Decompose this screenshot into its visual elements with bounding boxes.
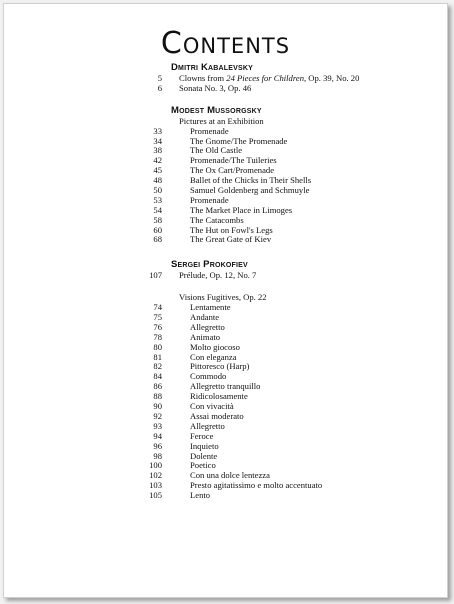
entry-title: The Hut on Fowl's Legs [190, 224, 273, 235]
page-number: 78 [153, 331, 162, 342]
page-number: 50 [153, 185, 162, 196]
toc-entry [4, 481, 447, 491]
page-number: 53 [153, 194, 162, 205]
page-number: 6 [157, 82, 162, 93]
page-number: 54 [153, 204, 162, 215]
movement-list [4, 127, 447, 246]
entry-title: The Old Castle [190, 145, 243, 156]
entry-title: Prélude, Op. 12, No. 7 [179, 270, 257, 281]
page-number: 45 [153, 165, 162, 176]
page-number: 102 [149, 470, 162, 481]
entry-title: Promenade/The Tuileries [190, 155, 277, 166]
toc-entry [4, 84, 447, 94]
entry-title: Andante [190, 312, 220, 323]
entry-title: Presto agitatissimo e molto accentuato [190, 480, 323, 491]
page-number: 92 [153, 410, 162, 421]
toc-entry [4, 432, 447, 442]
page-number: 42 [153, 155, 162, 166]
work-title: Pictures at an Exhibition [179, 115, 264, 126]
entry-title: Promenade [190, 194, 229, 205]
page-number: 103 [149, 480, 162, 491]
page-number: 38 [153, 145, 162, 156]
page-number: 81 [153, 351, 162, 362]
entry-title: Lento [190, 490, 211, 501]
page-number: 84 [153, 371, 162, 382]
entry-title: Ridicolosamente [190, 391, 248, 402]
toc-entry [4, 323, 447, 333]
entry-title: Poetico [190, 460, 216, 471]
composer-heading: Dmitri Kabalevsky [171, 62, 253, 73]
page-number: 105 [149, 490, 162, 501]
document-page [3, 3, 448, 598]
toc-entry [4, 422, 447, 432]
composer-heading: Sergei Prokofiev [171, 259, 248, 271]
page-number: 68 [153, 234, 162, 245]
page-number: 93 [153, 420, 162, 431]
page-number: 100 [149, 460, 162, 471]
toc-entry [4, 271, 447, 281]
page-number: 48 [153, 175, 162, 186]
toc-entry [4, 313, 447, 323]
entry-title: Con eleganza [190, 351, 237, 362]
toc-entry [4, 452, 447, 462]
page-number: 75 [153, 312, 162, 323]
composer-heading: Modest Mussorgsky [171, 104, 262, 116]
entry-title: The Ox Cart/Promenade [190, 165, 275, 176]
entry-title: Pittoresco (Harp) [190, 361, 250, 372]
page-number: 58 [153, 214, 162, 225]
entry-title: Samuel Goldenberg and Schmuyle [190, 185, 310, 196]
entry-title: Ballet of the Chicks in Their Shells [190, 175, 312, 186]
entry-title: Feroce [190, 430, 214, 441]
page-number: 98 [153, 450, 162, 461]
entry-title: Sonata No. 3, Op. 46 [179, 82, 252, 93]
entry-title: The Great Gate of Kiev [190, 234, 272, 245]
entry-title: Assai moderato [190, 410, 244, 421]
page-number: 90 [153, 401, 162, 412]
table-of-contents [4, 62, 447, 501]
entry-title: Allegretto [190, 321, 225, 332]
entry-title: Promenade [190, 125, 229, 136]
toc-entry [4, 491, 447, 501]
entry-title: Molto giocoso [190, 341, 240, 352]
toc-entry [4, 412, 447, 422]
entry-title: Dolente [190, 450, 218, 461]
toc-entry [4, 303, 447, 313]
toc-entry [4, 442, 447, 452]
entry-title: Allegretto [190, 420, 225, 431]
entry-title: Con vivacità [190, 401, 234, 412]
work-title: Visions Fugitives, Op. 22 [179, 292, 267, 303]
page-number: 88 [153, 391, 162, 402]
page-number: 86 [153, 381, 162, 392]
entry-title: Inquieto [190, 440, 219, 451]
page-number: 96 [153, 440, 162, 451]
page-number: 60 [153, 224, 162, 235]
page-number: 76 [153, 321, 162, 332]
entry-title: Commodo [190, 371, 227, 382]
page-title: Contents [160, 26, 291, 61]
page-number: 82 [153, 361, 162, 372]
page-number: 33 [153, 125, 162, 136]
movement-list [4, 303, 447, 501]
entry-title: Con una dolce lentezza [190, 470, 270, 481]
entry-title-part: Clowns from [179, 73, 227, 83]
toc-entry [4, 235, 447, 245]
entry-title: The Gnome/The Promenade [190, 135, 288, 146]
entry-title: The Catacombs [190, 214, 244, 225]
entry-title: Lentamente [190, 302, 231, 313]
page-number: 5 [157, 73, 162, 83]
page-number: 94 [153, 430, 162, 441]
page-number: 34 [153, 135, 162, 146]
page-number: 74 [153, 302, 162, 313]
page-number: 107 [149, 270, 162, 281]
entry-title-part: , Op. 39, No. 20 [304, 73, 360, 83]
page-number: 80 [153, 341, 162, 352]
entry-title-italic: 24 Pieces for Children [226, 73, 304, 83]
entry-title: Allegretto tranquillo [190, 381, 261, 392]
entry-title: The Market Place in Limoges [190, 204, 293, 215]
entry-title: Animato [190, 331, 221, 342]
